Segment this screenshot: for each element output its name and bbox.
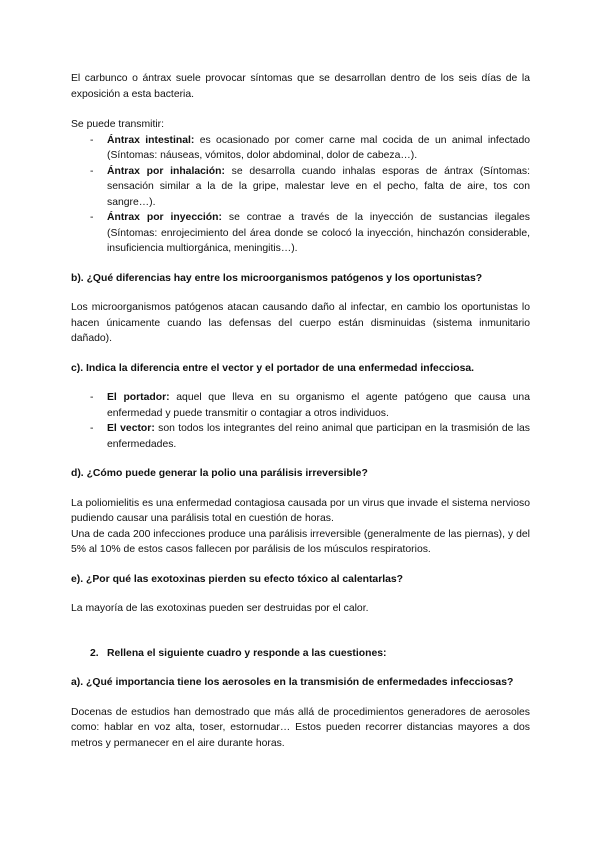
bullet-dash: - xyxy=(90,134,94,146)
section-2-title: Rellena el siguiente cuadro y responde a las cuestiones: xyxy=(107,647,387,659)
list-item-text: son todos los integrantes del reino animal que participan en la trasmisión de las enfermedades. xyxy=(107,423,530,450)
intro-paragraph: El carbunco o ántrax suele provocar síntomas que se desarrollan dentro de los seis días de la exposición a esta bacteria. xyxy=(71,73,530,100)
transmit-label: Se puede transmitir: xyxy=(71,119,164,130)
bullet-dash: - xyxy=(90,423,94,434)
question-2a-heading: a). ¿Qué importancia tiene los aerosoles en la transmisión de enfermedades infecciosas? xyxy=(71,677,514,688)
section-2-number: 2. xyxy=(90,647,99,659)
bullet-dash: - xyxy=(90,212,94,223)
list-item xyxy=(71,210,530,257)
list-item xyxy=(71,164,530,211)
question-b-heading: b). ¿Qué diferencias hay entre los microorganismos patógenos y los oportunistas? xyxy=(71,272,483,284)
bullet-dash: - xyxy=(90,392,94,403)
document-body xyxy=(71,71,530,751)
answer-2a-paragraph: Docenas de estudios han demostrado que más allá de procedimientos generadores de aerosoles como: hablar en voz alta, toser, estornudar… Estos pueden recorrer distancias mayores a dos metros y permanecer en el aire durante horas. xyxy=(71,706,530,749)
answer-e-paragraph: La mayoría de las exotoxinas pueden ser destruidas por el calor. xyxy=(71,603,369,614)
list-item-term: El portador: xyxy=(107,392,170,403)
question-d-heading: d). ¿Cómo puede generar la polio una parálisis irreversible? xyxy=(71,468,368,479)
answer-d-paragraph-1: La poliomielitis es una enfermedad contagiosa causada por un virus que invade el sistema nervioso pudiendo causar una parálisis total en cuestión de horas. xyxy=(71,497,530,524)
list-item-term: Ántrax por inyección: xyxy=(107,212,222,223)
list-item-text: se desarrolla cuando inhalas esporas de ántrax (Síntomas: sensación similar a la de la gripe, malestar leve en el pecho, falta de aire, tos con sangre…). xyxy=(107,165,530,208)
list-item-term: Ántrax intestinal: xyxy=(107,134,195,146)
list-item-text: es ocasionado por comer carne mal cocida de un animal infectado (Síntomas: náuseas, vómitos, dolor abdominal, dolor de cabeza…). xyxy=(107,134,531,161)
list-item-term: Ántrax por inhalación: xyxy=(107,165,225,177)
list-item-text: se contrae a través de la inyección de sustancias ilegales (Síntomas: enrojecimiento del área donde se colocó la inyección, hinchazón considerable, insuficiencia multiorgánica, meningitis…). xyxy=(107,212,530,254)
answer-b-paragraph: Los microorganismos patógenos atacan causando daño al infectar, en cambio los oportunistas lo hacen únicamente cuando las defensas del cuerpo están disminuidas (sistema inmunitario dañado). xyxy=(71,302,530,344)
list-item xyxy=(71,421,530,452)
bullet-dash: - xyxy=(90,165,94,177)
list-item xyxy=(71,133,530,164)
list-item-text: aquel que lleva en su organismo el agente patógeno que causa una enfermedad y puede transmitir o contagiar a otros individuos. xyxy=(107,392,530,419)
list-item-term: El vector: xyxy=(107,423,155,434)
vector-carrier-list xyxy=(71,390,530,452)
answer-d-paragraph-2: Una de cada 200 infecciones produce una parálisis irreversible (generalmente de las piernas), y del 5% al 10% de estos casos fallecen por parálisis de los músculos respiratorios. xyxy=(71,528,530,555)
question-e-heading: e). ¿Por qué las exotoxinas pierden su efecto tóxico al calentarlas? xyxy=(71,573,404,585)
list-item xyxy=(71,390,530,421)
transmit-list xyxy=(71,133,530,257)
section-2-heading xyxy=(71,646,530,662)
question-c-heading: c). Indica la diferencia entre el vector y el portador de una enfermedad infecciosa. xyxy=(71,362,475,374)
